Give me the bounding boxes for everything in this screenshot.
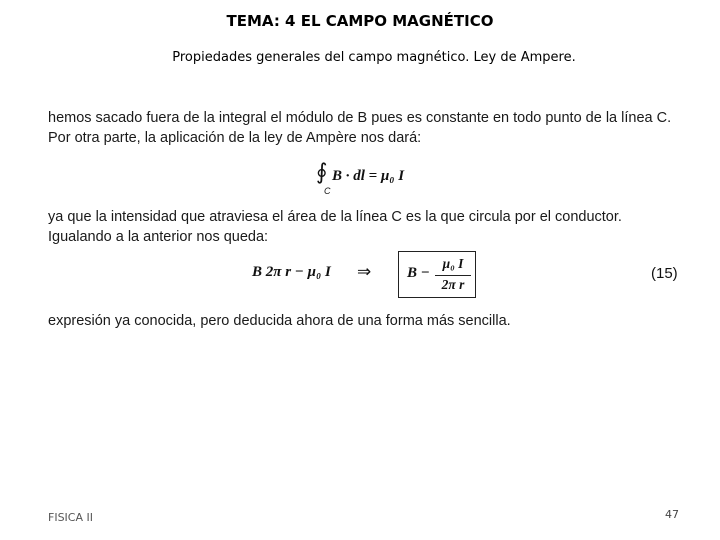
result-fraction bbox=[433, 256, 473, 293]
integral-subscript: C bbox=[324, 186, 331, 196]
paragraph-2: ya que la intensidad que atraviesa el área de la línea C es la que circula por el conductor. Igualando a la anterior nos queda: bbox=[48, 209, 622, 245]
result-lhs: B − bbox=[407, 265, 430, 281]
equation-1-body: B · dl = μ₀ I bbox=[332, 168, 405, 184]
equation-2-left: B 2π r − μ₀ I bbox=[252, 264, 331, 280]
boxed-result bbox=[398, 251, 476, 298]
footer-course-label: FISICA II bbox=[48, 511, 93, 524]
page-number: 47 bbox=[665, 508, 679, 521]
equation-number: (15) bbox=[651, 265, 678, 282]
implies-arrow: ⇒ bbox=[357, 262, 372, 282]
slide-title: TEMA: 4 EL CAMPO MAGNÉTICO bbox=[226, 12, 494, 30]
paragraph-1: hemos sacado fuera de la integral el módulo de B pues es constante en todo punto de la línea C. Por otra parte, la aplicación de la ley de Ampère nos dará: bbox=[48, 110, 672, 146]
fraction-denominator: 2π r bbox=[441, 277, 465, 292]
fraction-numerator: μ₀ I bbox=[442, 256, 464, 271]
paragraph-3: expresión ya conocida, pero deducida ahora de una forma más sencilla. bbox=[48, 313, 511, 329]
contour-integral-symbol: ∮ bbox=[316, 160, 328, 185]
slide-subtitle: Propiedades generales del campo magnético. Ley de Ampere. bbox=[172, 50, 576, 65]
fraction-bar bbox=[435, 275, 471, 276]
